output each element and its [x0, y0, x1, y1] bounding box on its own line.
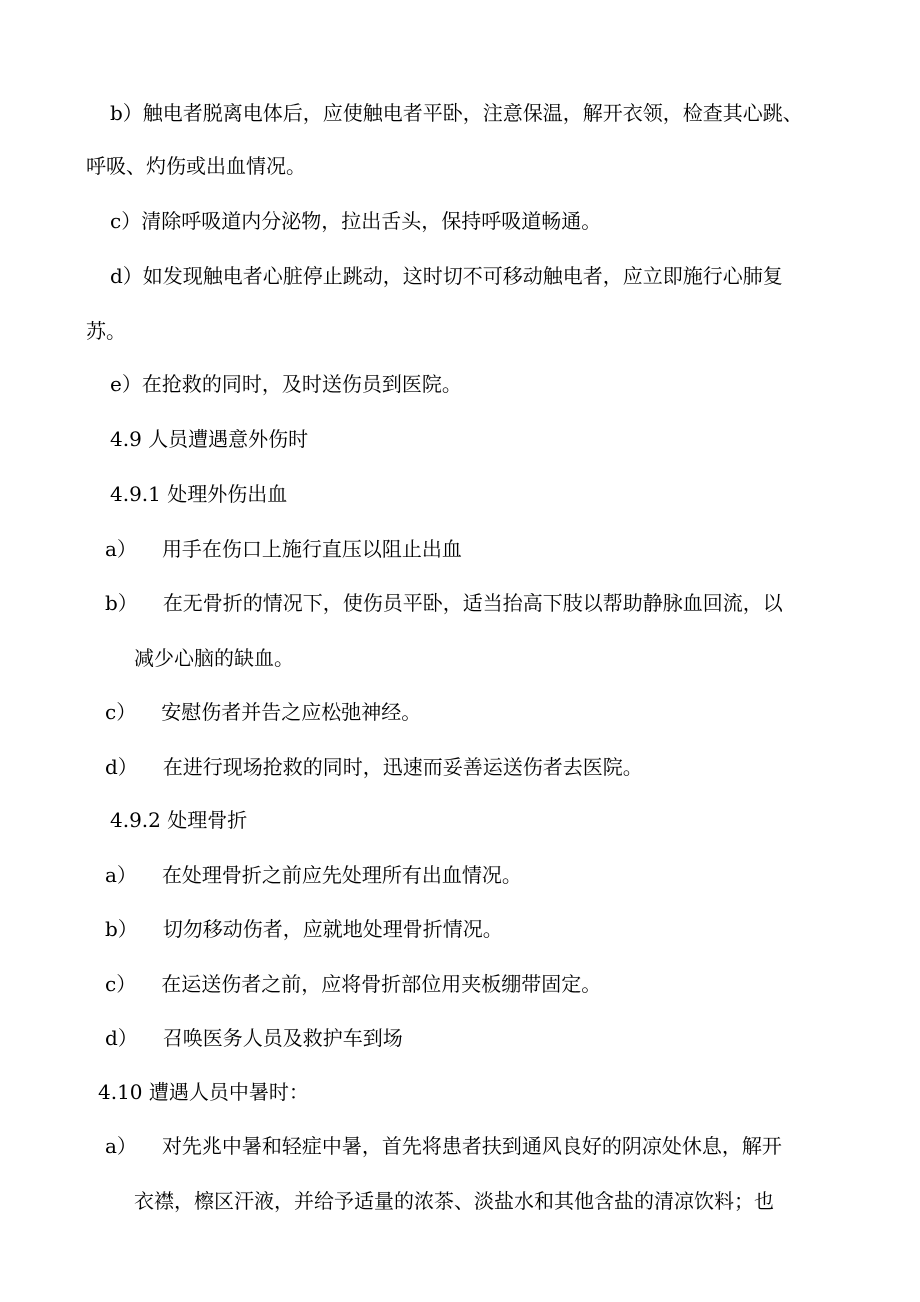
list-label: a） — [105, 1134, 137, 1158]
list-text: 召唤医务人员及救护车到场 — [162, 1026, 403, 1050]
list-text: 在无骨折的情况下，使伤员平卧，适当抬高下肢以帮助静脉血回流，以 — [162, 591, 783, 615]
list-label: d） — [105, 1026, 138, 1050]
list-text: 在进行现场抢救的同时，迅速而妥善运送伤者去医院。 — [162, 755, 643, 779]
list-item-4-9-2-d — [105, 1024, 403, 1052]
list-text: 对先兆中暑和轻症中暑，首先将患者扶到通风良好的阴凉处休息，解开 — [161, 1134, 782, 1158]
list-label: c） — [105, 972, 137, 996]
list-item-4-9-1-d — [105, 753, 643, 781]
list-item-4-10-a — [105, 1132, 782, 1160]
list-item-4-10-a-continuation: 衣襟，檫区汗液，并给予适量的浓茶、淡盐水和其他含盐的清凉饮料；也 — [134, 1189, 774, 1213]
list-label: d） — [105, 755, 138, 779]
paragraph-4-8-b-line1: b）触电者脱离电体后，应使触电者平卧，注意保温，解开衣领，检查其心跳、 — [110, 101, 803, 125]
list-item-4-9-2-b — [105, 915, 503, 943]
section-heading-4-10: 4.10 遭遇人员中暑时： — [98, 1080, 309, 1104]
list-item-4-9-1-c — [105, 698, 421, 726]
list-item-4-9-2-c — [105, 970, 601, 998]
paragraph-4-8-d-line1: d）如发现触电者心脏停止跳动，这时切不可移动触电者，应立即施行心肺复 — [110, 264, 783, 288]
paragraph-4-8-d-line2: 苏。 — [86, 319, 126, 343]
list-label: a） — [105, 537, 137, 561]
list-text: 在处理骨折之前应先处理所有出血情况。 — [161, 863, 522, 887]
list-label: b） — [105, 917, 138, 941]
section-heading-4-9: 4.9 人员遭遇意外伤时 — [110, 427, 309, 451]
list-label: b） — [105, 591, 138, 615]
list-label: c） — [105, 700, 137, 724]
list-text: 安慰伤者并告之应松弛神经。 — [161, 700, 422, 724]
subsection-heading-4-9-2: 4.9.2 处理骨折 — [110, 808, 248, 832]
list-item-4-9-1-b-continuation: 减少心脑的缺血。 — [134, 646, 294, 670]
list-item-4-9-1-a — [105, 535, 462, 563]
list-text: 切勿移动伤者，应就地处理骨折情况。 — [162, 917, 503, 941]
list-text: 用手在伤口上施行直压以阻止出血 — [161, 537, 462, 561]
list-item-4-9-2-a — [105, 861, 522, 889]
list-label: a） — [105, 863, 137, 887]
paragraph-4-8-c: c）清除呼吸道内分泌物，拉出舌头，保持呼吸道畅通。 — [110, 209, 602, 233]
paragraph-4-8-b-line2: 呼吸、灼伤或出血情况。 — [86, 154, 306, 178]
paragraph-4-8-e: e）在抢救的同时，及时送伤员到医院。 — [110, 372, 462, 396]
subsection-heading-4-9-1: 4.9.1 处理外伤出血 — [110, 482, 288, 506]
list-text: 在运送伤者之前，应将骨折部位用夹板绷带固定。 — [161, 972, 602, 996]
list-item-4-9-1-b — [105, 589, 783, 617]
